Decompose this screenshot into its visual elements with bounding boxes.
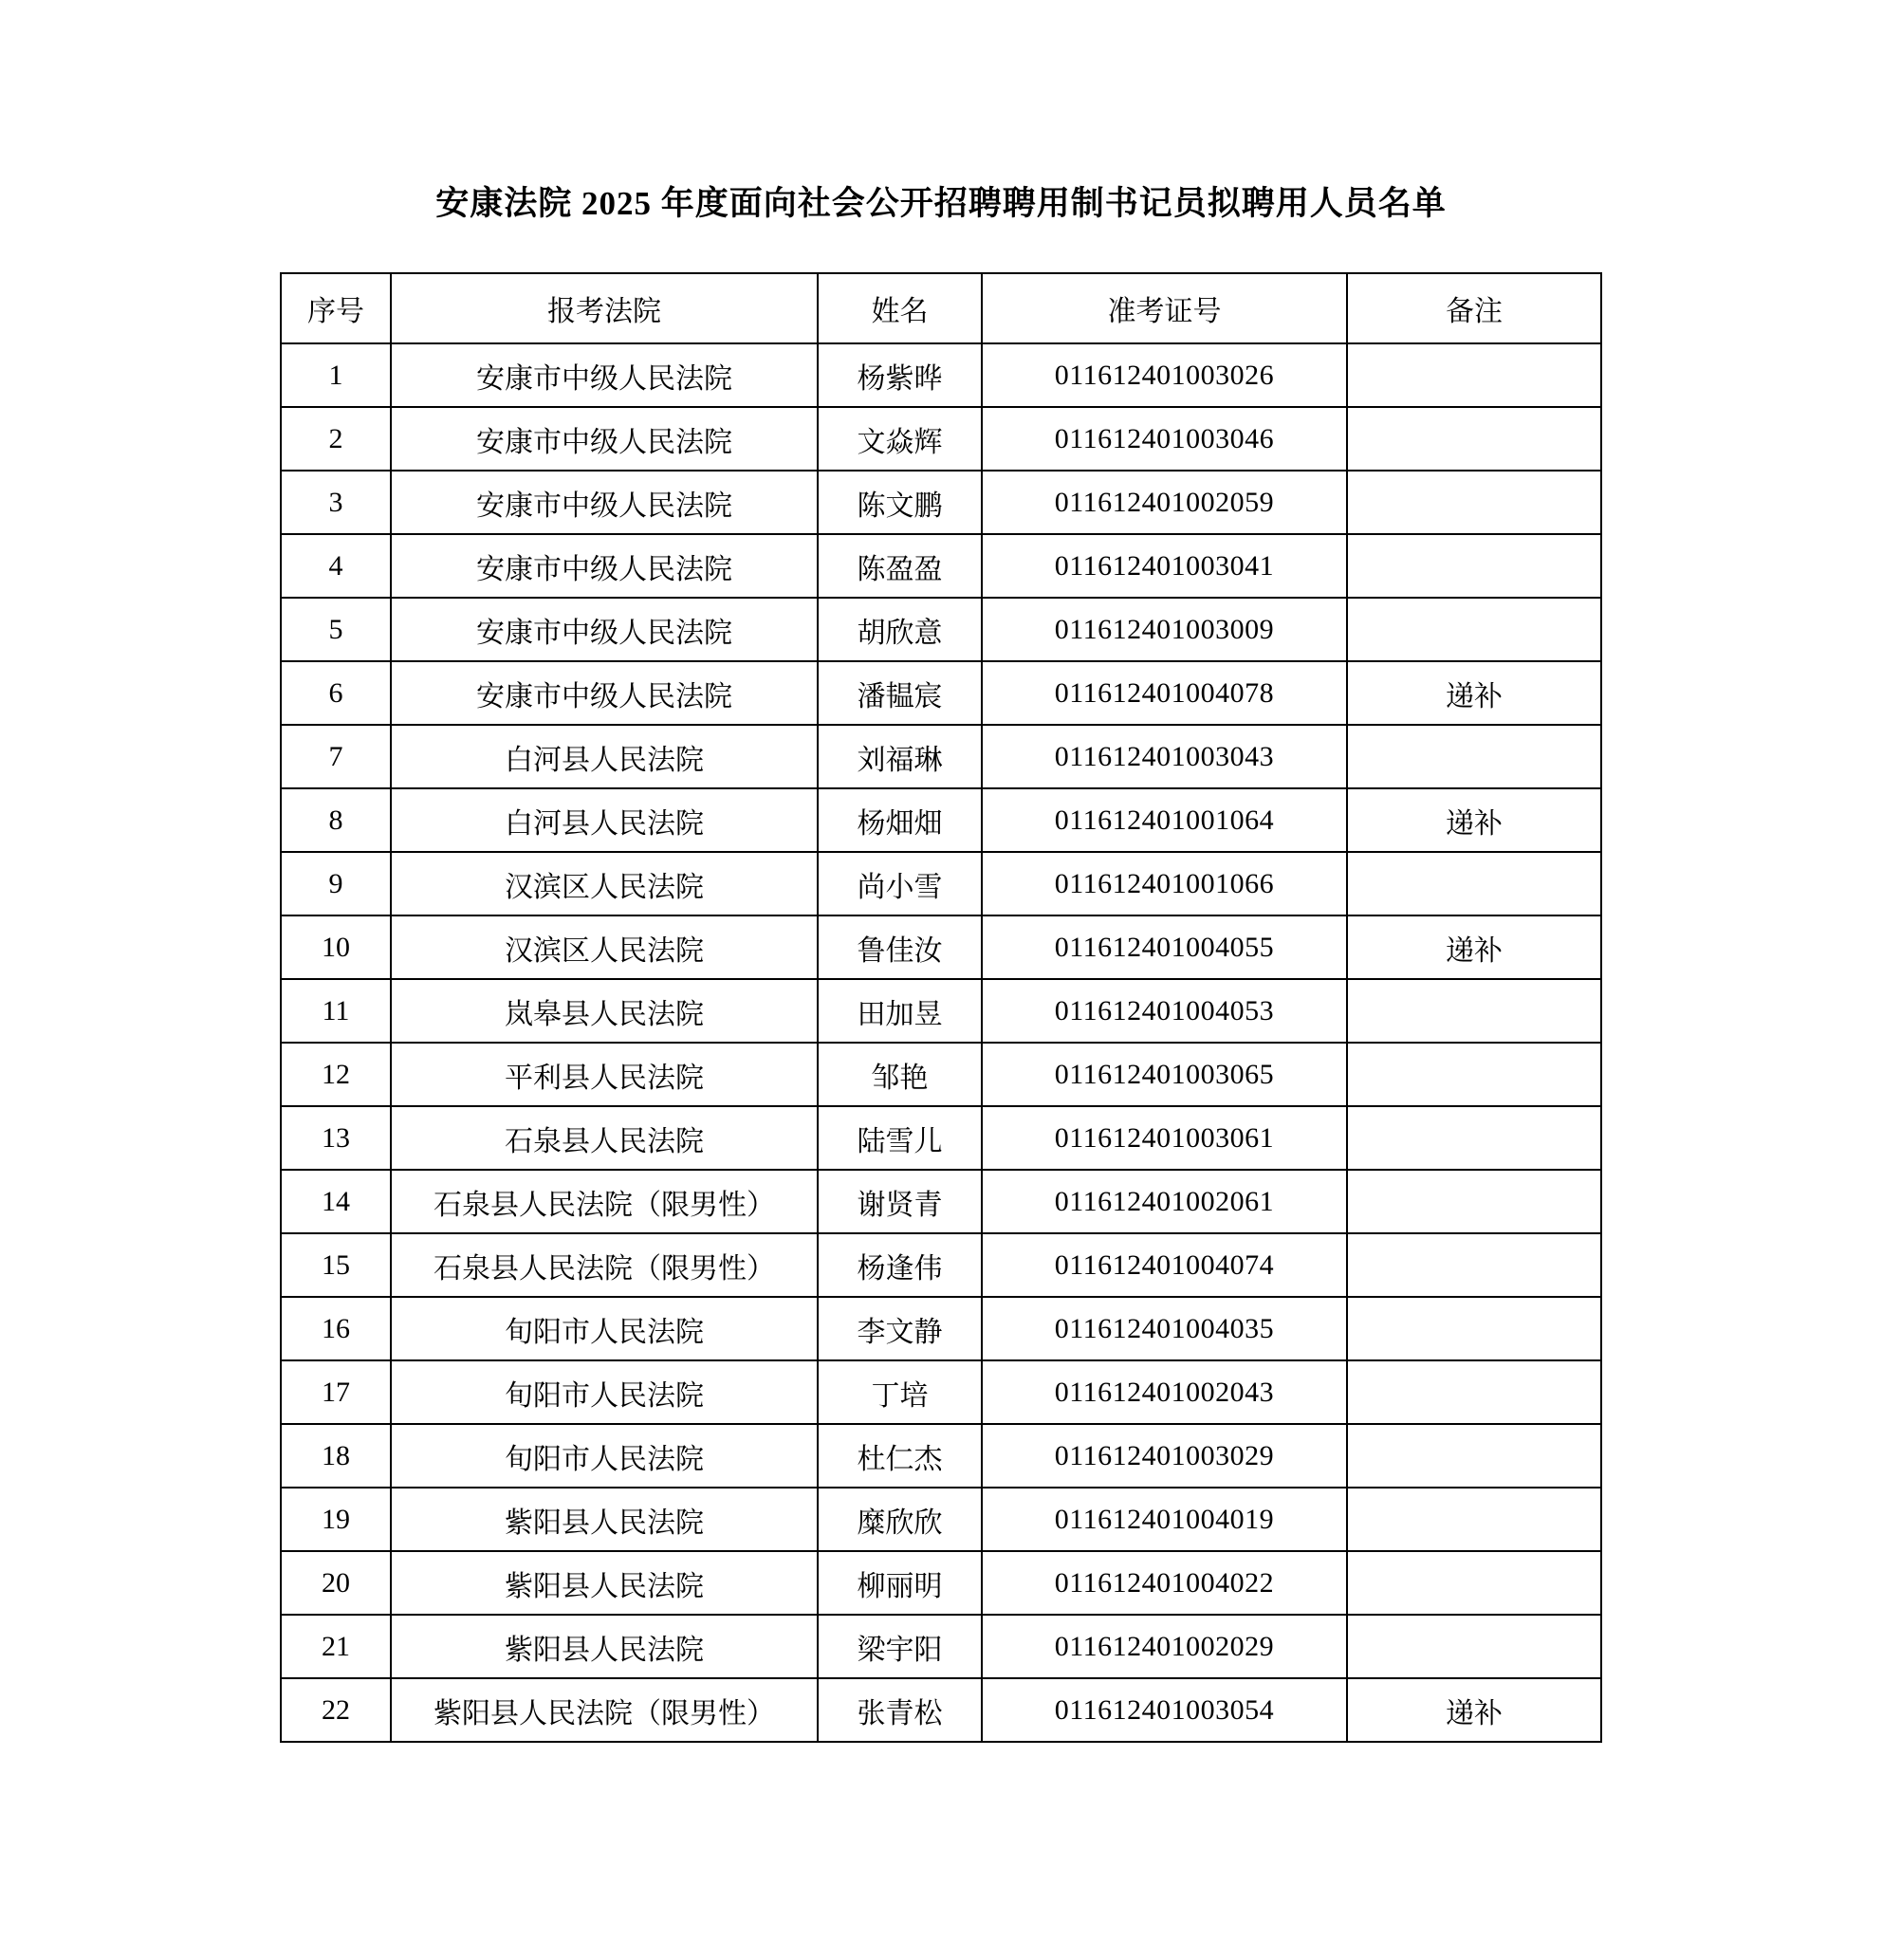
col-header-name: 姓名 <box>818 273 982 343</box>
court-cell: 安康市中级人民法院 <box>391 661 818 725</box>
table-row <box>281 788 1601 852</box>
remark-cell <box>1347 1170 1601 1233</box>
table-row <box>281 1233 1601 1297</box>
table-row <box>281 725 1601 788</box>
exam-id-cell: 011612401004055 <box>982 915 1347 979</box>
name-cell: 柳丽明 <box>818 1551 982 1615</box>
name-cell: 陆雪儿 <box>818 1106 982 1170</box>
row-number-cell: 1 <box>281 343 391 407</box>
table-row <box>281 1297 1601 1360</box>
name-cell: 杨逢伟 <box>818 1233 982 1297</box>
exam-id-cell: 011612401004078 <box>982 661 1347 725</box>
court-cell: 平利县人民法院 <box>391 1043 818 1106</box>
court-cell: 汉滨区人民法院 <box>391 915 818 979</box>
name-cell: 潘韫宸 <box>818 661 982 725</box>
court-cell: 石泉县人民法院（限男性） <box>391 1233 818 1297</box>
exam-id-cell: 011612401003061 <box>982 1106 1347 1170</box>
court-cell: 安康市中级人民法院 <box>391 407 818 471</box>
header-row <box>281 273 1601 343</box>
exam-id-cell: 011612401003041 <box>982 534 1347 598</box>
exam-id-cell: 011612401003054 <box>982 1678 1347 1742</box>
exam-id-cell: 011612401004053 <box>982 979 1347 1043</box>
row-number-cell: 21 <box>281 1615 391 1678</box>
row-number-cell: 9 <box>281 852 391 915</box>
table-row <box>281 1170 1601 1233</box>
row-number-cell: 16 <box>281 1297 391 1360</box>
remark-cell <box>1347 852 1601 915</box>
exam-id-cell: 011612401003026 <box>982 343 1347 407</box>
remark-cell <box>1347 1360 1601 1424</box>
name-cell: 谢贤青 <box>818 1170 982 1233</box>
table-row <box>281 1043 1601 1106</box>
row-number-cell: 12 <box>281 1043 391 1106</box>
table-row <box>281 534 1601 598</box>
row-number-cell: 8 <box>281 788 391 852</box>
remark-cell <box>1347 598 1601 661</box>
table-row <box>281 915 1601 979</box>
name-cell: 杜仁杰 <box>818 1424 982 1488</box>
remark-cell <box>1347 1233 1601 1297</box>
name-cell: 田加昱 <box>818 979 982 1043</box>
remark-cell <box>1347 1106 1601 1170</box>
name-cell: 杨紫晔 <box>818 343 982 407</box>
table-row <box>281 1360 1601 1424</box>
row-number-cell: 2 <box>281 407 391 471</box>
exam-id-cell: 011612401004019 <box>982 1488 1347 1551</box>
court-cell: 紫阳县人民法院 <box>391 1488 818 1551</box>
court-cell: 旬阳市人民法院 <box>391 1424 818 1488</box>
court-cell: 安康市中级人民法院 <box>391 598 818 661</box>
row-number-cell: 22 <box>281 1678 391 1742</box>
exam-id-cell: 011612401004035 <box>982 1297 1347 1360</box>
exam-id-cell: 011612401003029 <box>982 1424 1347 1488</box>
page-title: 安康法院 2025 年度面向社会公开招聘聘用制书记员拟聘用人员名单 <box>435 185 1447 222</box>
court-cell: 安康市中级人民法院 <box>391 534 818 598</box>
row-number-cell: 17 <box>281 1360 391 1424</box>
remark-cell <box>1347 407 1601 471</box>
table-row <box>281 471 1601 534</box>
court-cell: 白河县人民法院 <box>391 725 818 788</box>
court-cell: 紫阳县人民法院 <box>391 1615 818 1678</box>
remark-cell: 递补 <box>1347 915 1601 979</box>
table-row <box>281 407 1601 471</box>
name-cell: 尚小雪 <box>818 852 982 915</box>
exam-id-cell: 011612401002043 <box>982 1360 1347 1424</box>
exam-id-cell: 011612401001066 <box>982 852 1347 915</box>
table-row <box>281 1424 1601 1488</box>
remark-cell <box>1347 343 1601 407</box>
name-cell: 李文静 <box>818 1297 982 1360</box>
remark-cell <box>1347 1424 1601 1488</box>
court-cell: 岚皋县人民法院 <box>391 979 818 1043</box>
exam-id-cell: 011612401002059 <box>982 471 1347 534</box>
court-cell: 石泉县人民法院 <box>391 1106 818 1170</box>
table-row <box>281 1551 1601 1615</box>
court-cell: 紫阳县人民法院（限男性） <box>391 1678 818 1742</box>
court-cell: 旬阳市人民法院 <box>391 1360 818 1424</box>
court-cell: 白河县人民法院 <box>391 788 818 852</box>
table-row <box>281 1678 1601 1742</box>
name-cell: 梁宇阳 <box>818 1615 982 1678</box>
remark-cell: 递补 <box>1347 661 1601 725</box>
exam-id-cell: 011612401003043 <box>982 725 1347 788</box>
court-cell: 石泉县人民法院（限男性） <box>391 1170 818 1233</box>
exam-id-cell: 011612401002029 <box>982 1615 1347 1678</box>
table-row <box>281 661 1601 725</box>
exam-id-cell: 011612401004074 <box>982 1233 1347 1297</box>
row-number-cell: 6 <box>281 661 391 725</box>
row-number-cell: 10 <box>281 915 391 979</box>
remark-cell <box>1347 1615 1601 1678</box>
exam-id-cell: 011612401004022 <box>982 1551 1347 1615</box>
court-cell: 安康市中级人民法院 <box>391 471 818 534</box>
row-number-cell: 7 <box>281 725 391 788</box>
remark-cell <box>1347 534 1601 598</box>
table-row <box>281 343 1601 407</box>
remark-cell: 递补 <box>1347 788 1601 852</box>
remark-cell <box>1347 1297 1601 1360</box>
remark-cell <box>1347 1043 1601 1106</box>
exam-id-cell: 011612401003065 <box>982 1043 1347 1106</box>
row-number-cell: 15 <box>281 1233 391 1297</box>
table-row <box>281 1106 1601 1170</box>
name-cell: 邹艳 <box>818 1043 982 1106</box>
table-row <box>281 1488 1601 1551</box>
name-cell: 糜欣欣 <box>818 1488 982 1551</box>
remark-cell <box>1347 979 1601 1043</box>
name-cell: 张青松 <box>818 1678 982 1742</box>
roster-table-body <box>281 343 1601 1742</box>
remark-cell <box>1347 1551 1601 1615</box>
table-row <box>281 852 1601 915</box>
row-number-cell: 5 <box>281 598 391 661</box>
row-number-cell: 11 <box>281 979 391 1043</box>
court-cell: 安康市中级人民法院 <box>391 343 818 407</box>
col-header-no: 序号 <box>281 273 391 343</box>
name-cell: 杨畑畑 <box>818 788 982 852</box>
exam-id-cell: 011612401002061 <box>982 1170 1347 1233</box>
name-cell: 陈盈盈 <box>818 534 982 598</box>
name-cell: 胡欣意 <box>818 598 982 661</box>
row-number-cell: 20 <box>281 1551 391 1615</box>
col-header-remark: 备注 <box>1347 273 1601 343</box>
name-cell: 丁培 <box>818 1360 982 1424</box>
remark-cell <box>1347 1488 1601 1551</box>
remark-cell <box>1347 725 1601 788</box>
col-header-court: 报考法院 <box>391 273 818 343</box>
court-cell: 紫阳县人民法院 <box>391 1551 818 1615</box>
exam-id-cell: 011612401003046 <box>982 407 1347 471</box>
row-number-cell: 13 <box>281 1106 391 1170</box>
table-row <box>281 1615 1601 1678</box>
exam-id-cell: 011612401001064 <box>982 788 1347 852</box>
row-number-cell: 14 <box>281 1170 391 1233</box>
name-cell: 陈文鹏 <box>818 471 982 534</box>
exam-id-cell: 011612401003009 <box>982 598 1347 661</box>
court-cell: 旬阳市人民法院 <box>391 1297 818 1360</box>
remark-cell: 递补 <box>1347 1678 1601 1742</box>
court-cell: 汉滨区人民法院 <box>391 852 818 915</box>
name-cell: 文焱辉 <box>818 407 982 471</box>
row-number-cell: 19 <box>281 1488 391 1551</box>
row-number-cell: 18 <box>281 1424 391 1488</box>
roster-table-header <box>281 273 1601 343</box>
table-row <box>281 598 1601 661</box>
roster-table <box>280 272 1602 1743</box>
col-header-exam-id: 准考证号 <box>982 273 1347 343</box>
table-row <box>281 979 1601 1043</box>
remark-cell <box>1347 471 1601 534</box>
name-cell: 刘福琳 <box>818 725 982 788</box>
name-cell: 鲁佳汝 <box>818 915 982 979</box>
row-number-cell: 4 <box>281 534 391 598</box>
row-number-cell: 3 <box>281 471 391 534</box>
